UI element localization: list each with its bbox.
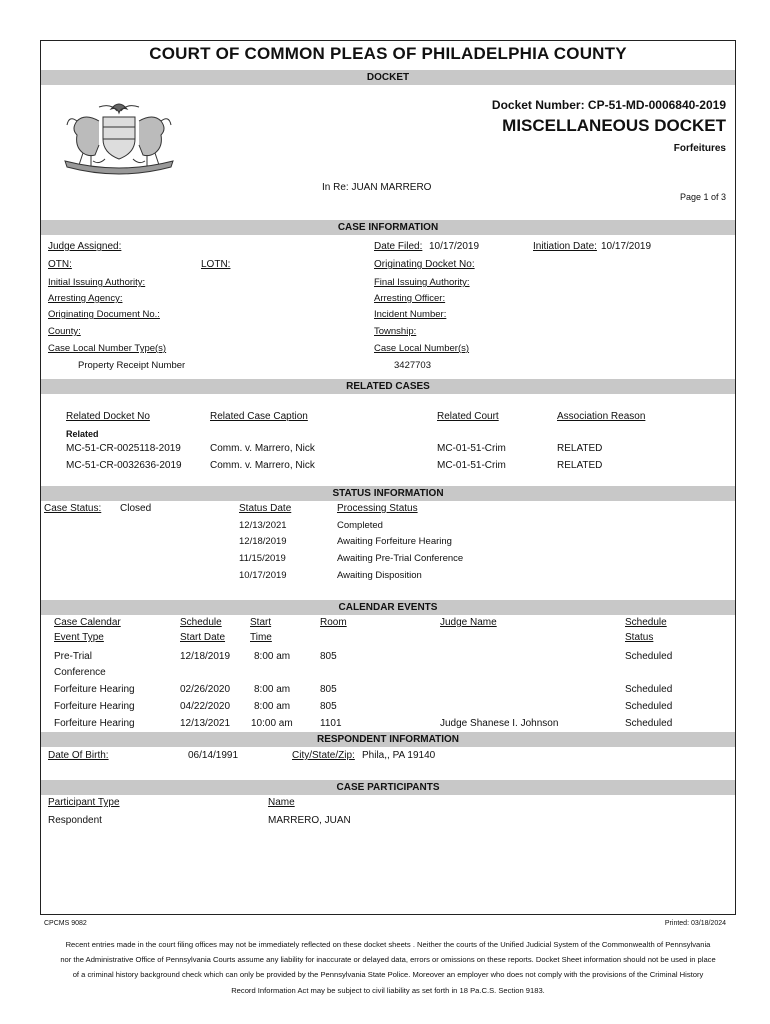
room-header: Room bbox=[320, 617, 347, 628]
participant-type-value: Respondent bbox=[48, 815, 102, 826]
calendar-room-3: 805 bbox=[320, 701, 337, 712]
initiation-date-label: Initiation Date: bbox=[533, 241, 597, 252]
related-court-1: MC-01-51-Crim bbox=[437, 443, 506, 454]
related-reason-1: RELATED bbox=[557, 443, 603, 454]
calendar-event-1-cont: Conference bbox=[54, 667, 106, 678]
page-number: Page 1 of 3 bbox=[679, 192, 726, 202]
date-filed-value: 10/17/2019 bbox=[429, 241, 480, 252]
county-label: County: bbox=[48, 326, 81, 337]
calendar-date-4: 12/13/2021 bbox=[180, 718, 231, 729]
participant-name-header: Name bbox=[268, 797, 295, 808]
calendar-event-2: Forfeiture Hearing bbox=[54, 684, 135, 695]
case-participants-band: CASE PARTICIPANTS bbox=[41, 780, 735, 795]
originating-document-label: Originating Document No.: bbox=[48, 309, 160, 320]
processing-status-1: Completed bbox=[337, 520, 383, 531]
calendar-room-2: 805 bbox=[320, 684, 337, 695]
township-label: Township: bbox=[374, 326, 417, 337]
status-information-band: STATUS INFORMATION bbox=[41, 486, 735, 501]
final-issuing-label: Final Issuing Authority: bbox=[374, 277, 470, 288]
dob-label: Date Of Birth: bbox=[48, 750, 109, 761]
docket-band: DOCKET bbox=[41, 70, 735, 85]
related-docket-2: MC-51-CR-0032636-2019 bbox=[66, 460, 182, 471]
related-caption-header: Related Case Caption bbox=[210, 411, 308, 422]
event-type-header-2: Event Type bbox=[54, 632, 104, 643]
calendar-date-1: 12/18/2019 bbox=[180, 651, 231, 662]
lotn-label: LOTN: bbox=[201, 259, 231, 270]
related-docket-header: Related Docket No bbox=[66, 411, 150, 422]
arresting-agency-label: Arresting Agency: bbox=[48, 293, 123, 304]
calendar-events-band: CALENDAR EVENTS bbox=[41, 600, 735, 615]
form-code: CPCMS 9082 bbox=[44, 920, 87, 927]
processing-status-4: Awaiting Disposition bbox=[337, 570, 422, 581]
related-docket-1: MC-51-CR-0025118-2019 bbox=[66, 443, 181, 454]
dob-value: 06/14/1991 bbox=[188, 750, 239, 761]
calendar-status-2: Scheduled bbox=[625, 684, 673, 695]
case-local-number-value: 3427703 bbox=[394, 360, 431, 371]
docket-subtype: Forfeitures bbox=[673, 143, 726, 154]
status-date-4: 10/17/2019 bbox=[239, 570, 287, 581]
date-filed-label: Date Filed: bbox=[374, 241, 423, 252]
processing-status-header: Processing Status bbox=[337, 503, 418, 514]
association-reason-header: Association Reason bbox=[557, 411, 646, 422]
calendar-event-4: Forfeiture Hearing bbox=[54, 718, 135, 729]
city-state-zip-value: Phila,, PA 19140 bbox=[362, 750, 436, 761]
calendar-room-4: 1101 bbox=[320, 718, 342, 729]
event-type-header-1: Case Calendar bbox=[54, 617, 121, 628]
originating-docket-label: Originating Docket No: bbox=[374, 259, 475, 270]
case-status-label: Case Status: bbox=[44, 503, 102, 514]
calendar-time-4: 10:00 am bbox=[251, 718, 293, 729]
incident-number-label: Incident Number: bbox=[374, 309, 447, 320]
docket-number: Docket Number: CP-51-MD-0006840-2019 bbox=[491, 98, 726, 112]
calendar-event-3: Forfeiture Hearing bbox=[54, 701, 135, 712]
calendar-time-1: 8:00 am bbox=[254, 651, 291, 662]
participant-name-value: MARRERO, JUAN bbox=[268, 815, 351, 826]
related-court-header: Related Court bbox=[437, 411, 499, 422]
city-state-zip-label: City/State/Zip: bbox=[292, 750, 355, 761]
judge-assigned-label: Judge Assigned: bbox=[48, 241, 122, 252]
judge-name-header: Judge Name bbox=[440, 617, 497, 628]
in-re: In Re: JUAN MARRERO bbox=[322, 182, 432, 193]
case-information-band: CASE INFORMATION bbox=[41, 220, 735, 235]
initiation-date-value: 10/17/2019 bbox=[601, 241, 652, 252]
pennsylvania-coat-of-arms-icon bbox=[55, 95, 183, 175]
calendar-time-2: 8:00 am bbox=[254, 684, 291, 695]
printed-date: Printed: 03/18/2024 bbox=[664, 920, 726, 927]
related-caption-2: Comm. v. Marrero, Nick bbox=[210, 460, 315, 471]
calendar-date-3: 04/22/2020 bbox=[180, 701, 231, 712]
status-date-1: 12/13/2021 bbox=[239, 520, 287, 531]
case-status-value: Closed bbox=[120, 503, 152, 514]
start-time-header-2: Time bbox=[250, 632, 272, 643]
court-title: COURT OF COMMON PLEAS OF PHILADELPHIA COUNTY bbox=[149, 44, 627, 63]
case-local-number-label: Case Local Number(s) bbox=[374, 343, 470, 354]
calendar-judge-4: Judge Shanese I. Johnson bbox=[440, 718, 559, 729]
calendar-status-3: Scheduled bbox=[625, 701, 673, 712]
calendar-event-1: Pre-Trial bbox=[54, 651, 92, 662]
status-date-2: 12/18/2019 bbox=[239, 536, 287, 547]
start-time-header-1: Start bbox=[250, 617, 272, 628]
otn-label: OTN: bbox=[48, 259, 72, 270]
schedule-status-header-1: Schedule bbox=[625, 617, 667, 628]
related-caption-1: Comm. v. Marrero, Nick bbox=[210, 443, 315, 454]
disclaimer-text: Recent entries made in the court filing offices may not be immediately reflected on these docket sheets . Neither the courts of the Unified Judicial System of the Commonwealth of Pennsylvania nor the Administrative Office of Pennsylvania Courts assume any liability for inaccurate or delayed data, errors or omissions on these reports. Docket Sheet information should not be used in place of a criminal history background check which can only be provided by the Pennsylvania State Police. Moreover an employer who does not comply with the provisions of the Criminal History Record Information Act may be subject to civil liability as set forth in 18 Pa.C.S. Section 9183. bbox=[60, 940, 716, 995]
respondent-information-band: RESPONDENT INFORMATION bbox=[41, 732, 735, 747]
case-local-type-label: Case Local Number Type(s) bbox=[48, 343, 167, 354]
calendar-time-3: 8:00 am bbox=[254, 701, 291, 712]
schedule-date-header-1: Schedule bbox=[180, 617, 222, 628]
case-local-type-value: Property Receipt Number bbox=[78, 360, 186, 371]
schedule-date-header-2: Start Date bbox=[180, 632, 226, 643]
schedule-status-header-2: Status bbox=[625, 632, 654, 643]
participant-type-header: Participant Type bbox=[48, 797, 120, 808]
calendar-date-2: 02/26/2020 bbox=[180, 684, 231, 695]
calendar-status-1: Scheduled bbox=[625, 651, 673, 662]
related-group-label: Related bbox=[66, 429, 99, 439]
docket-type: MISCELLANEOUS DOCKET bbox=[502, 116, 726, 135]
related-court-2: MC-01-51-Crim bbox=[437, 460, 506, 471]
calendar-status-4: Scheduled bbox=[625, 718, 673, 729]
initial-issuing-label: Initial Issuing Authority: bbox=[48, 277, 146, 288]
processing-status-3: Awaiting Pre-Trial Conference bbox=[337, 553, 464, 564]
arresting-officer-label: Arresting Officer: bbox=[374, 293, 446, 304]
status-date-header: Status Date bbox=[239, 503, 292, 514]
related-cases-band: RELATED CASES bbox=[41, 379, 735, 394]
status-date-3: 11/15/2019 bbox=[239, 553, 286, 564]
processing-status-2: Awaiting Forfeiture Hearing bbox=[337, 536, 452, 547]
related-reason-2: RELATED bbox=[557, 460, 603, 471]
calendar-room-1: 805 bbox=[320, 651, 337, 662]
